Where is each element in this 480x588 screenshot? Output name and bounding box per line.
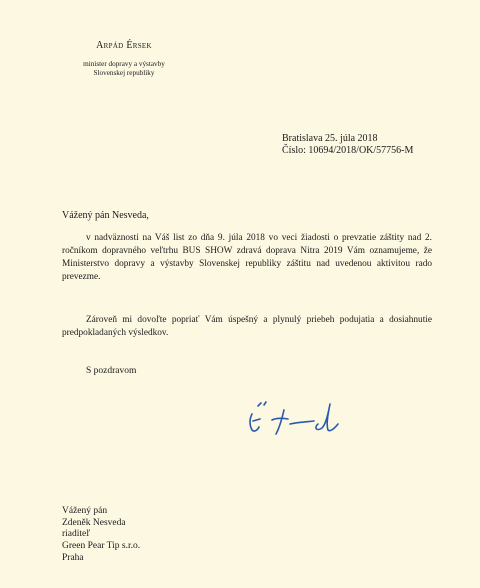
addressee-line-1: Vážený pán bbox=[62, 506, 108, 516]
addressee-position: riaditeľ bbox=[62, 529, 91, 539]
sender-name: Arpád Érsek bbox=[96, 40, 152, 51]
sender-title-line2: Slovenskej republiky bbox=[93, 69, 155, 77]
place-date: Bratislava 25. júla 2018 bbox=[282, 133, 378, 144]
salutation: Vážený pán Nesveda, bbox=[62, 210, 149, 221]
closing: S pozdravom bbox=[86, 366, 137, 376]
addressee-name: Zdeněk Nesveda bbox=[62, 518, 126, 528]
addressee-company: Green Pear Tip s.r.o. bbox=[62, 541, 141, 551]
sender-title-line1: minister dopravy a výstavby bbox=[83, 60, 165, 68]
addressee-city: Praha bbox=[62, 553, 84, 563]
body-paragraph-2: Zároveň mi dovoľte popriať Vám úspešný a plynulý priebeh podujatia a dosiahnutie predpokladaných výsledkov. bbox=[62, 315, 432, 338]
body-paragraph-1: v nadväznosti na Váš list zo dňa 9. júla 2018 vo veci žiadosti o prevzatie záštity nad 2. ročníkom dopravného veľtrhu BUS SHOW zdravá doprava Nitra 2019 Vám oznamujeme, že Ministerstvo dopravy a výstavby Slovenskej republiky záštitu nad uvedenou aktivitou rado prevezme. bbox=[62, 233, 432, 282]
handwritten-signature bbox=[244, 394, 348, 442]
reference-number: Číslo: 10694/2018/OK/57756-M bbox=[282, 145, 414, 156]
